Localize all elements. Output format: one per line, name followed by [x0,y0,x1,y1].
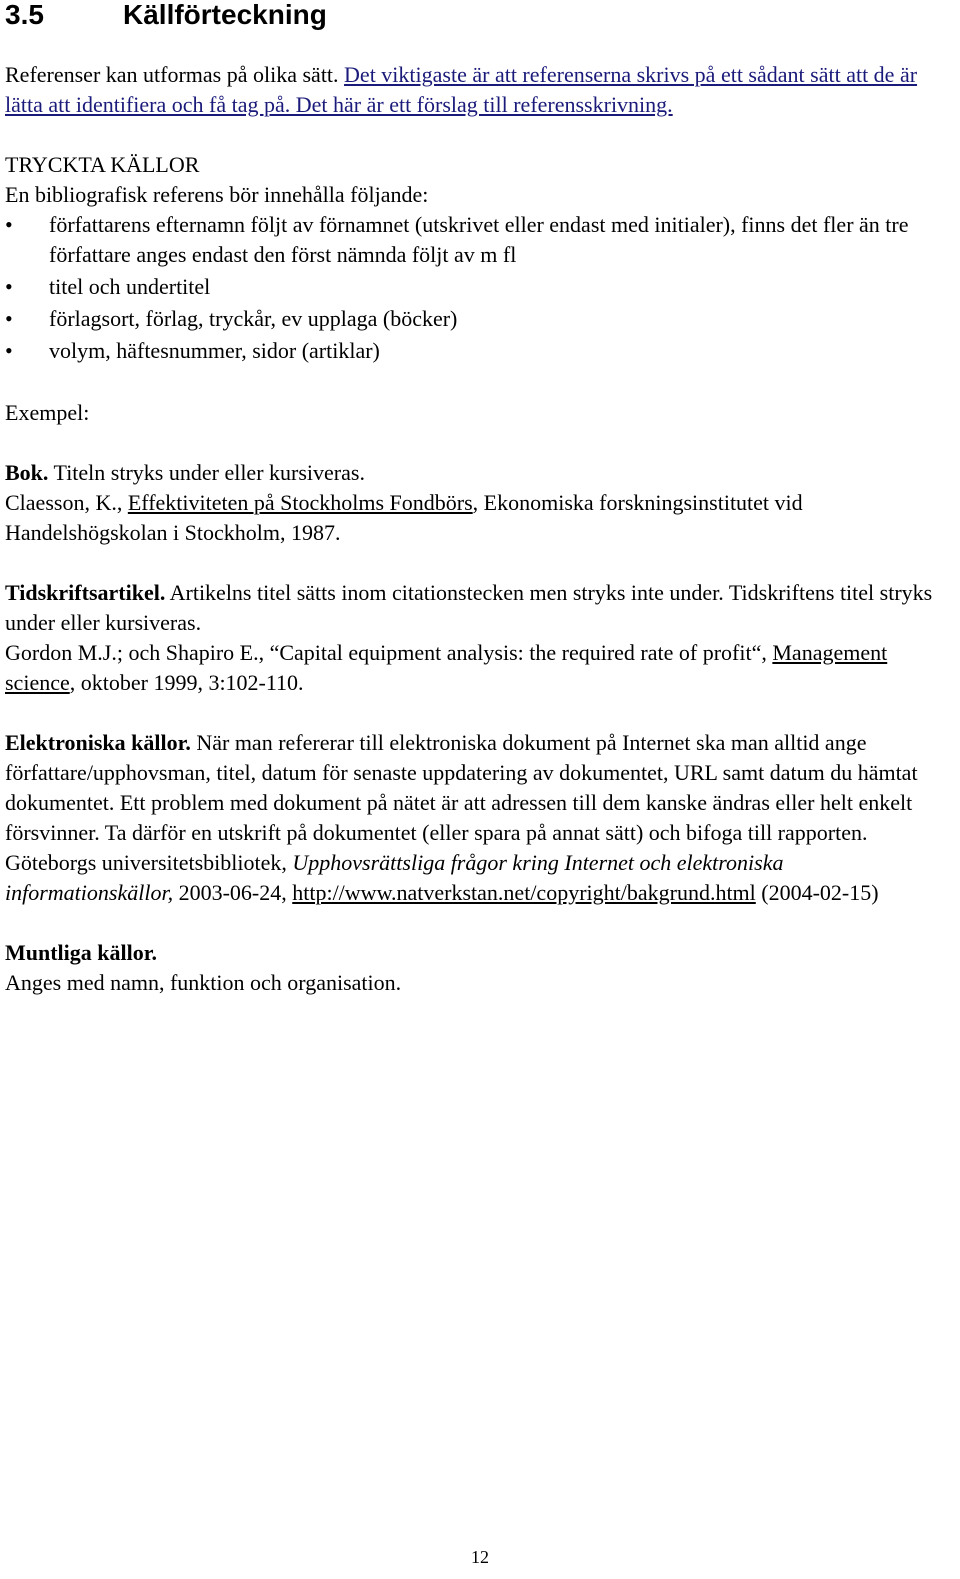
printed-sources-lead: En bibliografisk referens bör innehålla följande: [5,182,429,207]
article-title: , “Capital equipment analysis: the required rate of profit“, [258,640,773,665]
intro-paragraph [5,60,955,120]
article-journal: Management science [5,640,888,695]
book-label: Bok. [5,460,49,485]
article-reference [5,638,955,698]
electronic-label: Elektroniska källor. [5,730,191,755]
electronic-description [5,728,955,848]
list-item: • volym, häftesnummer, sidor (artiklar) [5,336,955,366]
list-item: • titel och undertitel [5,272,955,302]
page-number: 12 [471,1547,489,1567]
electronic-date: 2003-06-24, [173,880,293,905]
example-label: Exempel: [5,400,90,425]
article-description [5,578,955,638]
electronic-title: Upphovsrättsliga frågor kring Internet och elektroniska informationskällor, [5,850,784,905]
book-title: Effektiviteten på Stockholms Fondbörs [127,490,473,515]
article-label: Tidskriftsartikel. [5,580,166,605]
book-description [5,458,955,488]
document-page [5,0,955,998]
intro-link[interactable]: Det viktigaste är att referenserna skrivs på ett sådant sätt att de är lätta att identifiera och få tag på. Det här är ett förslag till referensskrivning. [5,62,918,117]
section-number: 3.5 [5,0,44,30]
list-item: • förlagsort, förlag, tryckår, ev upplaga (böcker) [5,304,955,334]
printed-sources-title: TRYCKTA KÄLLOR [5,152,200,177]
electronic-accessed: (2004-02-15) [755,880,879,905]
oral-label: Muntliga källor. [5,940,157,965]
article-authors: Gordon M.J.; och Shapiro E. [5,640,259,665]
article-rest: , oktober 1999, 3:102-110. [69,670,304,695]
book-author: Claesson, K. [5,490,117,515]
section-heading [5,0,955,32]
electronic-url[interactable]: http://www.natverkstan.net/copyright/bakgrund.html [292,880,756,905]
oral-label-line [5,938,955,968]
book-reference: Claesson, K., Effektiviteten på Stockholms Fondbörs, Ekonomiska forskningsinstitutet vid Handelshögskolan i Stockholm, 1987. [5,490,803,545]
electronic-desc-text: När man refererar till elektroniska dokument på Internet ska man alltid ange författare/upphovsman, titel, datum för senaste uppdatering av dokumentet, URL samt datum du hämtat dokumentet. Ett problem med dokument på nätet är att adressen till dem kanske ändras eller helt enkelt försvinner. Ta därför en utskrift på dokumentet (eller spara på annat sätt) och bifoga till rapporten. [5,730,918,845]
book-desc-text: Titeln stryks under eller kursiveras. [48,460,365,485]
section-title: Källförteckning [123,0,327,30]
article-desc-text: Artikelns titel sätts inom citationstecken men stryks inte under. Tidskriftens titel stryks under eller kursiveras. [5,580,933,635]
electronic-reference [5,848,955,908]
electronic-author: Göteborgs universitetsbibliotek, [5,850,293,875]
oral-description: Anges med namn, funktion och organisation. [5,970,402,995]
printed-sources-list [5,210,955,366]
intro-text: Referenser kan utformas på olika sätt. [5,62,345,87]
list-item: • författarens efternamn följt av förnamnet (utskrivet eller endast med initialer), finns det fler än tre författare anges endast den först nämnda följt av m fl [5,210,955,270]
book-rest: , Ekonomiska forskningsinstitutet vid Handelshögskolan i Stockholm, 1987. [5,490,803,545]
